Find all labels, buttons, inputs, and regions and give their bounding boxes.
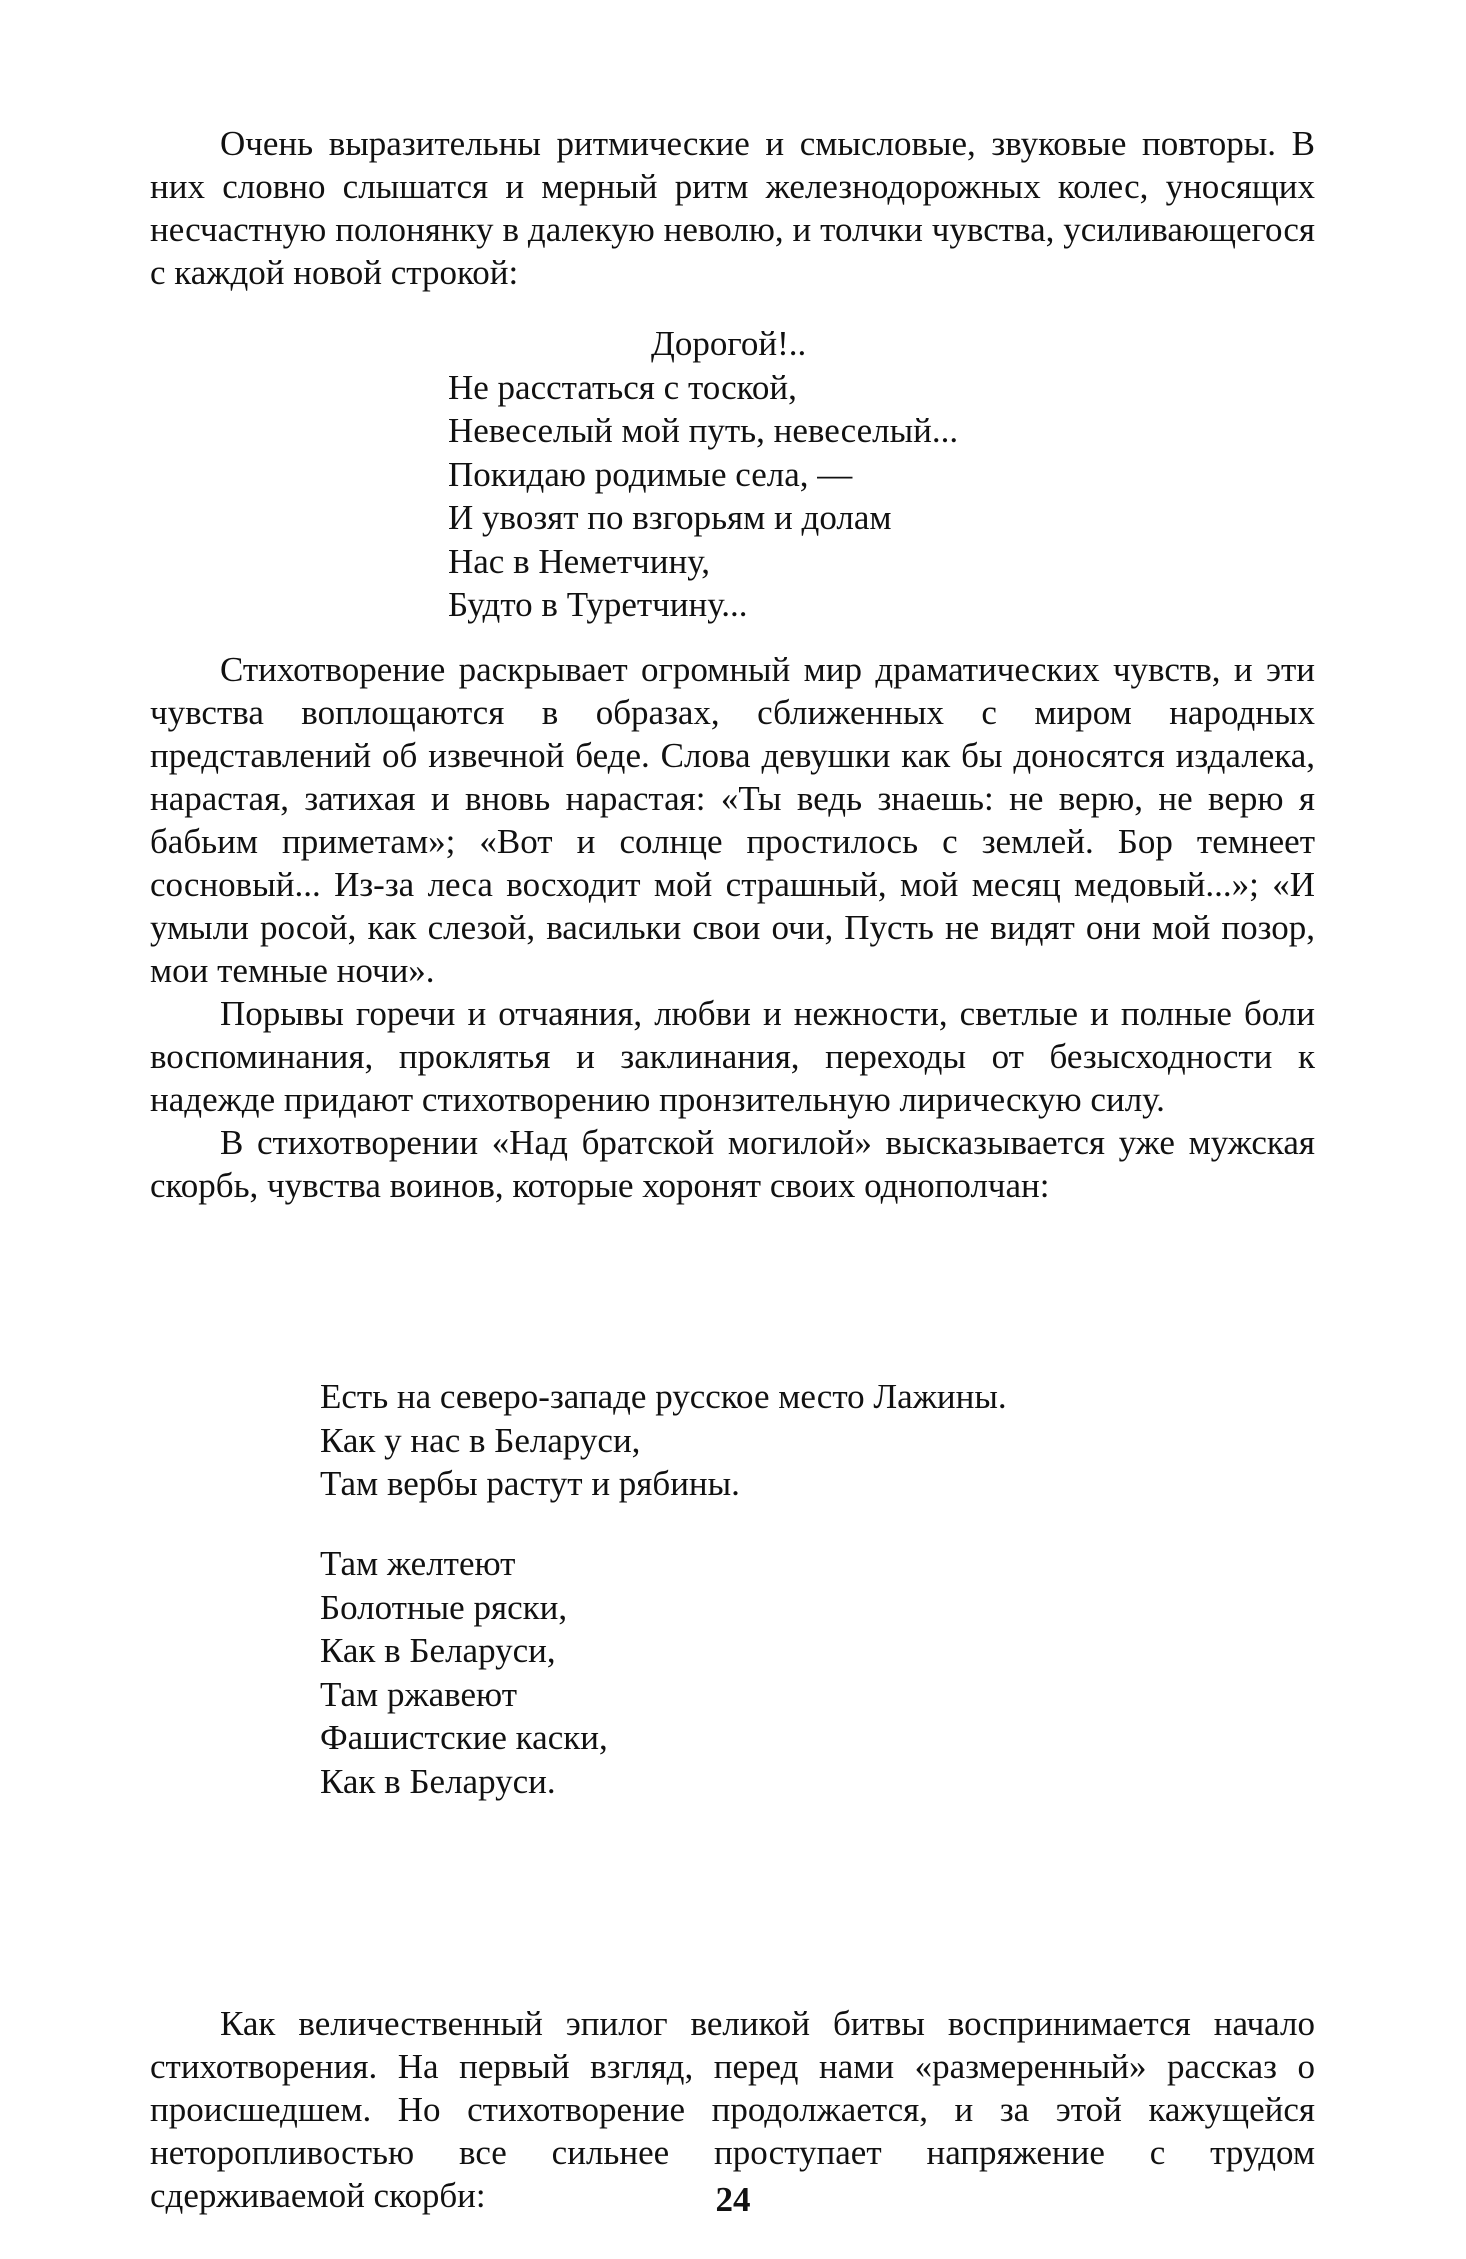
poem-line: Будто в Туретчину...	[448, 585, 748, 624]
poem-excerpt-2-stanza-2	[320, 1542, 608, 1803]
page-number: 24	[715, 2180, 751, 2219]
poem-line: Есть на северо-западе русское место Лажины.	[320, 1377, 1007, 1416]
poem-line: Фашистские каски,	[320, 1718, 608, 1757]
paragraph: Очень выразительны ритмические и смысловые, звуковые повторы. В них словно слышатся и мерный ритм железнодорожных колес, уносящих несчастную полонянку в далекую неволю, и толчки чувства, усиливающегося с каждой новой строкой:	[150, 124, 1315, 292]
paragraph: Как величественный эпилог великой битвы воспринимается начало стихотворения. На первый взгляд, перед нами «размеренный» рассказ о происшедшем. Но стихотворение продолжается, и за этой кажущейся неторопливостью все сильнее проступает напряжение с трудом сдерживаемой скорби:	[150, 2004, 1315, 2215]
poem-line: Там вербы растут и рябины.	[320, 1464, 740, 1503]
paragraph: Порывы горечи и отчаяния, любви и нежности, светлые и полные боли воспоминания, проклятья и заклинания, переходы от безысходности к надежде придают стихотворению пронзительную лирическую силу.	[150, 994, 1315, 1119]
paragraph: Стихотворение раскрывает огромный мир драматических чувств, и эти чувства воплощаются в образах, сближенных с миром народных представлений об извечной беде. Слова девушки как бы доносятся издалека, нарастая, затихая и вновь нарастая: «Ты ведь знаешь: не верю, не верю я бабьим приметам»; «Вот и солнце простилось с землей. Бор темнеет сосновый... Из-за леса восходит мой страшный, мой месяц медовый...»; «И умыли росой, как слезой, васильки свои очи, Пусть не видят они мой позор, мои темные ночи».	[150, 650, 1315, 990]
poem-line: Как в Беларуси,	[320, 1631, 556, 1670]
text-block-1	[150, 122, 1315, 294]
poem-excerpt-2-stanza-1	[320, 1375, 1007, 1506]
poem-line: И увозят по взгорьям и долам	[448, 498, 892, 537]
poem-line: Там желтеют	[320, 1544, 516, 1583]
poem-line: Там ржавеют	[320, 1674, 517, 1714]
poem-line: Нас в Неметчину,	[448, 541, 710, 581]
text-block-2	[150, 648, 1315, 1207]
poem-line: Как в Беларуси.	[320, 1761, 556, 1801]
poem-line: Не расстаться с тоской,	[448, 367, 797, 407]
poem-line: Дорогой!..	[651, 324, 807, 363]
poem-excerpt-1	[448, 322, 958, 627]
paragraph: В стихотворении «Над братской могилой» высказывается уже мужская скорбь, чувства воинов, которые хоронят своих однополчан:	[150, 1123, 1315, 1205]
poem-line: Невеселый мой путь, невеселый...	[448, 411, 959, 450]
poem-line: Как у нас в Беларуси,	[320, 1420, 641, 1460]
poem-line: Покидаю родимые села, —	[448, 454, 853, 494]
poem-line: Болотные ряски,	[320, 1587, 568, 1627]
